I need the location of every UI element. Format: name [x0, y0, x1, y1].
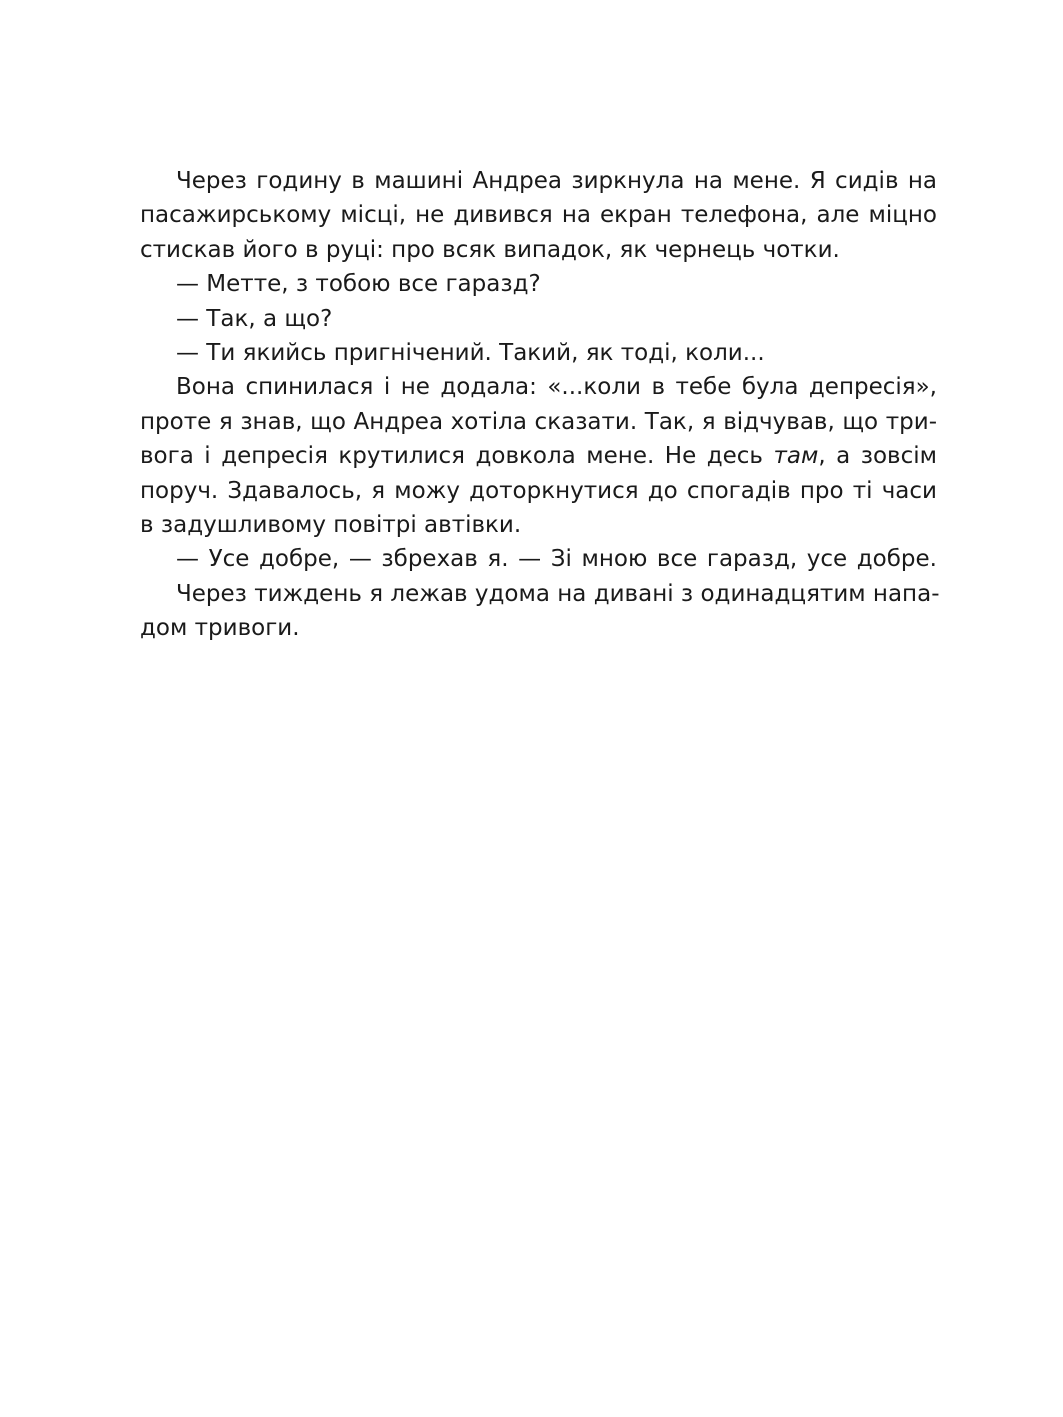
text-line: Через годину в машині Андреа зиркнула на мене. Я сидів на: [176, 168, 937, 194]
text-line: Вона спинилася і не додала: «...коли в тебе була депресія»,: [176, 374, 937, 401]
text-segment: , а зовсім: [818, 443, 937, 470]
text-line: в задушливому повітрі автівки.: [140, 511, 522, 538]
text-line: Через тиждень я лежав удома на дивані з одинадцятим напа-: [176, 580, 940, 607]
text-line: пасажирському місці, не дивився на екран телефона, але міцно: [140, 202, 937, 229]
text-segment: вога і депресія крутилися довкола мене. Не десь: [140, 443, 774, 470]
dialogue-line: — Так, а що?: [176, 305, 333, 332]
emphasis-text: там: [773, 443, 819, 470]
text-line: поруч. Здавалось, я можу доторкнутися до спогадів про ті часи: [140, 477, 937, 504]
dialogue-line: — Метте, з тобою все гаразд?: [176, 271, 541, 298]
text-line: проте я знав, що Андреа хотіла сказати. Так, я відчував, що три-: [140, 408, 937, 435]
body-text: [140, 164, 940, 645]
text-line: стискав його в руці: про всяк випадок, як чернець чотки.: [140, 236, 840, 263]
text-line: дом тривоги.: [140, 615, 300, 642]
dialogue-line: — Усе добре, — збрехав я. — Зі мною все гаразд, усе добре.: [176, 546, 937, 573]
dialogue-line: — Ти якийсь пригнічений. Такий, як тоді, коли...: [176, 339, 765, 366]
text-line: [140, 439, 937, 473]
